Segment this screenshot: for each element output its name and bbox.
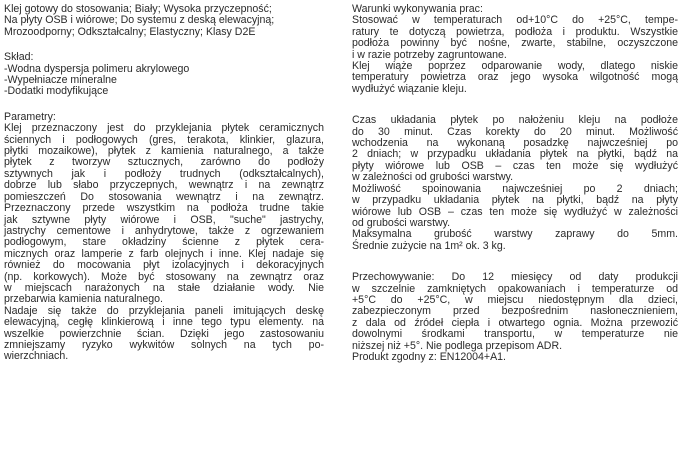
conditions-block (352, 4, 678, 95)
times-line: w przypadku układania płytek na płytki, bądź na płyty (352, 194, 678, 207)
conditions-line: Klej wiąże poprzez odparowanie wody, dlatego niskie (352, 60, 678, 73)
composition-item: -Wypełniacze mineralne (4, 74, 117, 87)
parameters-line: zmniejszamy ryzyko wykwitów solnych na tych po- (4, 338, 324, 351)
composition-heading: Skład: (4, 51, 34, 64)
parameters-heading: Parametry: (4, 110, 56, 123)
storage-block (352, 272, 678, 363)
parameters-line: pomieszczeń Do stosowania wewnątrz i na zewnątrz. (4, 190, 324, 203)
parameters-line: dobrze lub słabo przyczepnych, wewnątrz i na zewnątrz (4, 179, 324, 192)
right-column (352, 4, 678, 363)
conditions-heading: Warunki wykonywania prac: (352, 3, 483, 15)
times-line: Możliwość spoinowania najwcześniej po 2 dniach; (352, 182, 678, 195)
parameters-line: Nadaje się także do przyklejania paneli imitujących deskę (4, 304, 324, 317)
conditions-line: podłoża powinny być nośne, zwarte, stabilne, oczyszczone (352, 37, 678, 50)
parameters-line: jak sztywne płyty wiórowe i OSB, "suche" jastrychy, (4, 213, 324, 226)
parameters-line: wszelkie powierzchnie ścian. Dzięki jego zastosowaniu (4, 327, 324, 340)
parameters-line: jastrychy cementowe i anhydrytowe, także z ogrzewaniem (4, 224, 324, 237)
parameters-line: elewacyjną, cegłę klinkierową i inne tego typu elementy. na (4, 316, 324, 329)
composition-block (4, 52, 324, 98)
conditions-line: ratury te dotyczą powietrza, podłoża i produktu. Wszystkie (352, 25, 678, 38)
conditions-line: i w razie potrzeby zagruntowane. (352, 48, 507, 61)
times-line: Czas układania płytek po nałożeniu kleju na podłoże (352, 114, 678, 127)
times-line: Maksymalna grubość warstwy zaprawy do 5mm. (352, 228, 678, 241)
times-line: wiórowe lub OSB – czas ten może się wydłużyć w zależności (352, 205, 678, 218)
conditions-line: wydłużyć wiązanie kleju. (352, 82, 467, 95)
intro-block (4, 4, 324, 38)
parameters-line: ściennych i podłogowych (gres, terakota, klinkier, glazura, (4, 133, 324, 146)
times-line: 2 dniach; w przypadku układania płytek na płytki, bądź na (352, 148, 678, 161)
intro-line: Mrozoodporny; Odkształcalny; Elastyczny; Klasy D2E (4, 25, 256, 38)
times-block (352, 115, 678, 252)
composition-item: -Wodna dyspersja polimeru akrylowego (4, 62, 190, 75)
storage-line: w szczelnie zamkniętych opakowaniach i temperaturze od (352, 282, 678, 295)
parameters-line: sztywnych jak i podłoży trudnych (odkształcalnych), (4, 167, 324, 180)
times-line: w zależności od grubości warstwy. (352, 171, 514, 184)
parameters-block (4, 112, 324, 363)
parameters-line: podłogowym, stare okładziny ścienne z płytek cera- (4, 236, 324, 249)
parameters-line: w miejscach narażonych na stałe działanie wody. Nie (4, 281, 324, 294)
times-line: od grubości warstwy. (352, 216, 451, 229)
parameters-line: wierzchniach. (4, 350, 69, 363)
storage-line: zabezpieczonym przed bezpośrednim nasłonecznieniem, (352, 305, 678, 318)
parameters-line: również do mocowania płyt izolacyjnych i dekoracyjnych (4, 259, 324, 272)
parameters-line: płytek z tworzyw sztucznych, zarówno do podłoży (4, 156, 324, 169)
times-line: wchodzenia na wykonaną posadzkę najwcześniej po (352, 137, 678, 150)
parameters-line: płytki mozaikowe), płytek z kamienia naturalnego, a także (4, 145, 324, 158)
storage-line: +5°C do +25°C, w miejscu niedostępnym dla dzieci, (352, 293, 678, 306)
storage-line: niższej niż +5°. Nie podlega przepisom ADR. (352, 339, 563, 352)
intro-line: Na płyty OSB i wiórowe; Do systemu z deską elewacyjną; (4, 14, 275, 27)
storage-line: dowolnymi środkami transportu, w temperaturze nie (352, 328, 678, 341)
parameters-line: Przeznaczony przede wszystkim na podłoża trudne takie (4, 202, 324, 215)
parameters-line: przebarwia kamienia naturalnego. (4, 293, 163, 306)
conditions-line: temperatury powietrza oraz jego wysoka wilgotność mogą (352, 71, 678, 84)
times-line: płyty wiórowe lub OSB – czas ten może się wydłużyć (352, 159, 678, 172)
times-line: Średnie zużycie na 1m² ok. 3 kg. (352, 239, 506, 252)
left-column (4, 4, 324, 363)
intro-line: Klej gotowy do stosowania; Biały; Wysoka przyczepność; (4, 3, 272, 15)
storage-line: z dala od źródeł ciepła i otwartego ognia. Można przewozić (352, 316, 678, 329)
conditions-line: Stosować w temperaturach od+10°C do +25°C, tempe- (352, 14, 678, 27)
times-line: do 30 minut. Czas korekty do 20 minut. Możliwość (352, 125, 678, 138)
parameters-line: micznych oraz lamperie z farb olejnych i inne. Klej nadaje się (4, 247, 324, 260)
storage-line: Przechowywanie: Do 12 miesięcy od daty produkcji (352, 271, 678, 284)
composition-item: -Dodatki modyfikujące (4, 85, 109, 98)
storage-line: Produkt zgodny z: EN12004+A1. (352, 350, 507, 363)
parameters-line: (np. korkowych). Może być stosowany na zewnątrz oraz (4, 270, 324, 283)
parameters-line: Klej przeznaczony jest do przyklejania płytek ceramicznych (4, 122, 324, 135)
